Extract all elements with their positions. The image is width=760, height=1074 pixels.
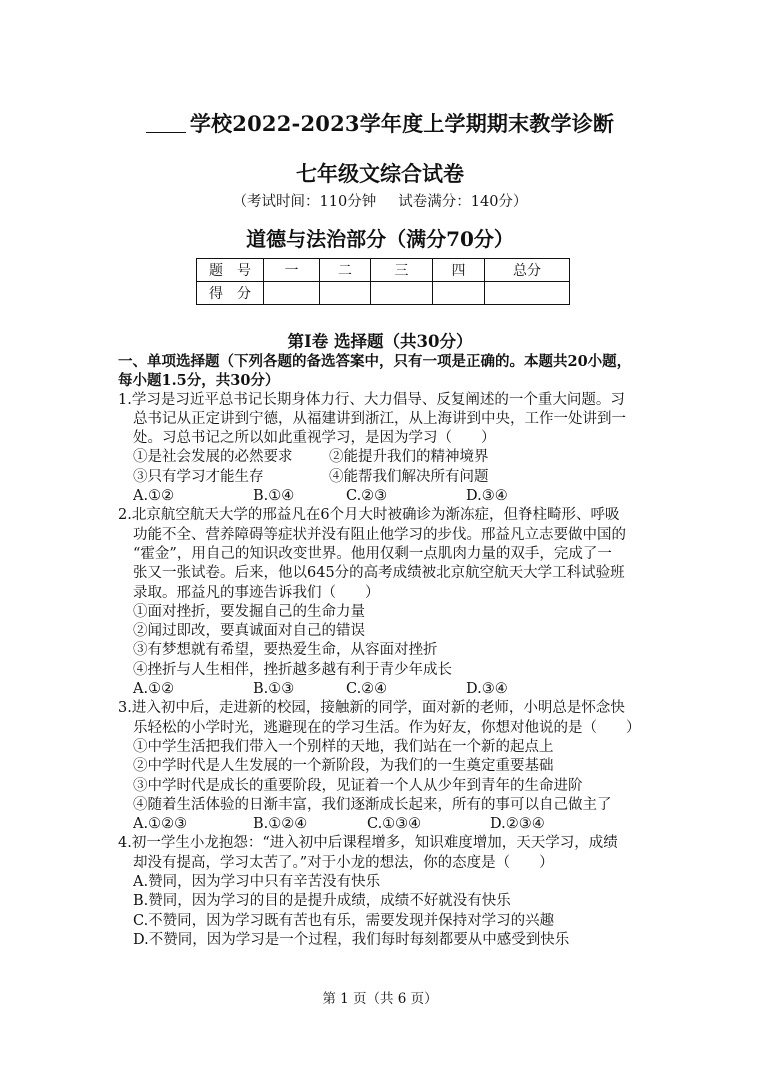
- question-line: 总书记从正定讲到宁德，从福建讲到浙江，从上海讲到中央，工作一处讲到一: [133, 410, 626, 427]
- statement: ①是社会发展的必然要求: [133, 449, 293, 466]
- statement-row: ①中学生活把我们带入一个别样的天地，我们站在一个新的起点上: [133, 738, 554, 755]
- exam-full-score: 试卷满分：140分）: [398, 194, 528, 210]
- question-line: 3.进入初中后，走进新的校园，接触新的同学，面对新的老师，小明总是怀念快: [118, 700, 625, 717]
- answer-option: D.不赞同，因为学习是一个过程，我们每时每刻都要从中感受到快乐: [133, 931, 570, 948]
- score-input-cell: [485, 282, 570, 305]
- statement: ②能提升我们的精神境界: [329, 449, 489, 466]
- question-line: 却没有提高，学习太苦了。”对于小龙的想法，你的态度是（ ）: [133, 854, 554, 871]
- question-4: [118, 834, 646, 950]
- question-line: 功能不全、营养障碍等症状并没有阻止他学习的步伐。邢益凡立志要做中国的: [133, 526, 626, 543]
- score-input-cell: [433, 282, 485, 305]
- score-table-header-row: [197, 259, 570, 282]
- statement-row: ③有梦想就有希望，要热爱生命，从容面对挫折: [133, 642, 438, 659]
- answer-option: C.不赞同，因为学习既有苦也有乐，需要发现并保持对学习的兴趣: [133, 912, 555, 929]
- question-line: 处。习总书记之所以如此重视学习，是因为学习（ ）: [133, 430, 496, 447]
- instructions-line: 一、单项选择题（下列各题的备选答案中，只有一项是正确的。本题共20小题，: [118, 353, 632, 370]
- score-input-cell: [264, 282, 320, 305]
- option-d: D.③④: [466, 488, 508, 505]
- question-line: 乐轻松的小学时光，逃避现在的学习生活。作为好友，你想对他说的是（ ）: [133, 719, 641, 736]
- answer-option: A.赞同，因为学习中只有辛苦没有快乐: [133, 874, 381, 891]
- answer-options: [118, 815, 646, 834]
- option-c: C.①③④: [367, 816, 422, 833]
- statement-row: ④随着生活体验的日渐丰富，我们逐渐成长起来，所有的事可以自己做主了: [133, 796, 612, 813]
- statement: ④能帮我们解决所有问题: [329, 468, 489, 485]
- option-c: C.②③: [346, 488, 388, 505]
- score-table-cell: 二: [320, 259, 371, 282]
- statement-row: ④挫折与人生相伴，挫折越多越有利于青少年成长: [133, 661, 452, 678]
- exam-time: （考试时间：110分钟: [232, 194, 377, 210]
- score-input-cell: [320, 282, 371, 305]
- statement-row: ③中学时代是成长的重要阶段，见证着一个人从少年到青年的生命进阶: [133, 777, 583, 794]
- school-exam-heading: [0, 108, 760, 138]
- score-table-score-row: [197, 282, 570, 305]
- option-d: D.③④: [466, 681, 508, 698]
- question-2: [118, 506, 646, 699]
- question-line: 1.学习是习近平总书记长期身体力行、大力倡导、反复阐述的一个重大问题。习: [118, 391, 625, 408]
- option-b: B.①②④: [253, 816, 308, 833]
- score-table-cell: 总分: [485, 259, 570, 282]
- score-table-cell: 得 分: [197, 282, 264, 305]
- page-footer: 第 1 页（共 6 页）: [322, 991, 438, 1007]
- question-line: “霍金”，用自己的知识改变世界。他用仅剩一点肌肉力量的双手，完成了一: [133, 545, 612, 562]
- question-line: 录取。邢益凡的事迹告诉我们（ ）: [133, 584, 380, 601]
- option-a: A.①②: [133, 488, 175, 505]
- statement-row: [118, 468, 646, 487]
- statement-row: [118, 448, 646, 467]
- questions-area: [118, 352, 646, 950]
- exam-info: [0, 190, 760, 211]
- question-1: [118, 391, 646, 507]
- statement-row: ②中学时代是人生发展的一个新阶段，为我们的一生奠定重要基础: [133, 758, 554, 775]
- part1-title: 第Ⅰ卷 选择题（共30分）: [287, 332, 473, 351]
- instructions-line: 每小题1.5分，共30分）: [118, 372, 280, 390]
- answer-options: [118, 680, 646, 699]
- option-c: C.②④: [346, 681, 388, 698]
- score-input-cell: [371, 282, 433, 305]
- exam-title: 七年级文综合试卷: [296, 161, 464, 186]
- option-d: D.②③④: [490, 816, 545, 833]
- statement-row: ①面对挫折，要发掘自己的生命力量: [133, 603, 365, 620]
- heading-text: 学校2022-2023学年度上学期期末教学诊断: [189, 111, 615, 136]
- score-table-cell: 一: [264, 259, 320, 282]
- option-a: A.①②: [133, 681, 175, 698]
- option-b: B.①③: [253, 681, 295, 698]
- score-table-cell: 三: [371, 259, 433, 282]
- subject-section-title: 道德与法治部分（满分70分）: [246, 227, 514, 251]
- option-b: B.①④: [253, 488, 295, 505]
- statement: ③只有学习才能生存: [133, 468, 264, 485]
- score-table: [196, 258, 570, 305]
- statement-row: ②闻过即改，要真诚面对自己的错误: [133, 623, 365, 640]
- question-line: 2.北京航空航天大学的邢益凡在6个月大时被确诊为渐冻症，但脊柱畸形、呼吸: [118, 507, 620, 524]
- score-table-cell: 题 号: [197, 259, 264, 282]
- question-line: 张又一张试卷。后来，他以645分的高考成绩被北京航空航天大学工科试验班: [133, 565, 625, 582]
- school-name-blank: [146, 112, 186, 133]
- question-line: 4.初一学生小龙抱怨：“进入初中后课程增多，知识难度增加，天天学习，成绩: [118, 835, 618, 852]
- score-table-cell: 四: [433, 259, 485, 282]
- answer-options: [118, 487, 646, 506]
- answer-option: B.赞同，因为学习的目的是提升成绩，成绩不好就没有快乐: [133, 893, 511, 910]
- option-a: A.①②③: [133, 816, 188, 833]
- question-3: [118, 699, 646, 834]
